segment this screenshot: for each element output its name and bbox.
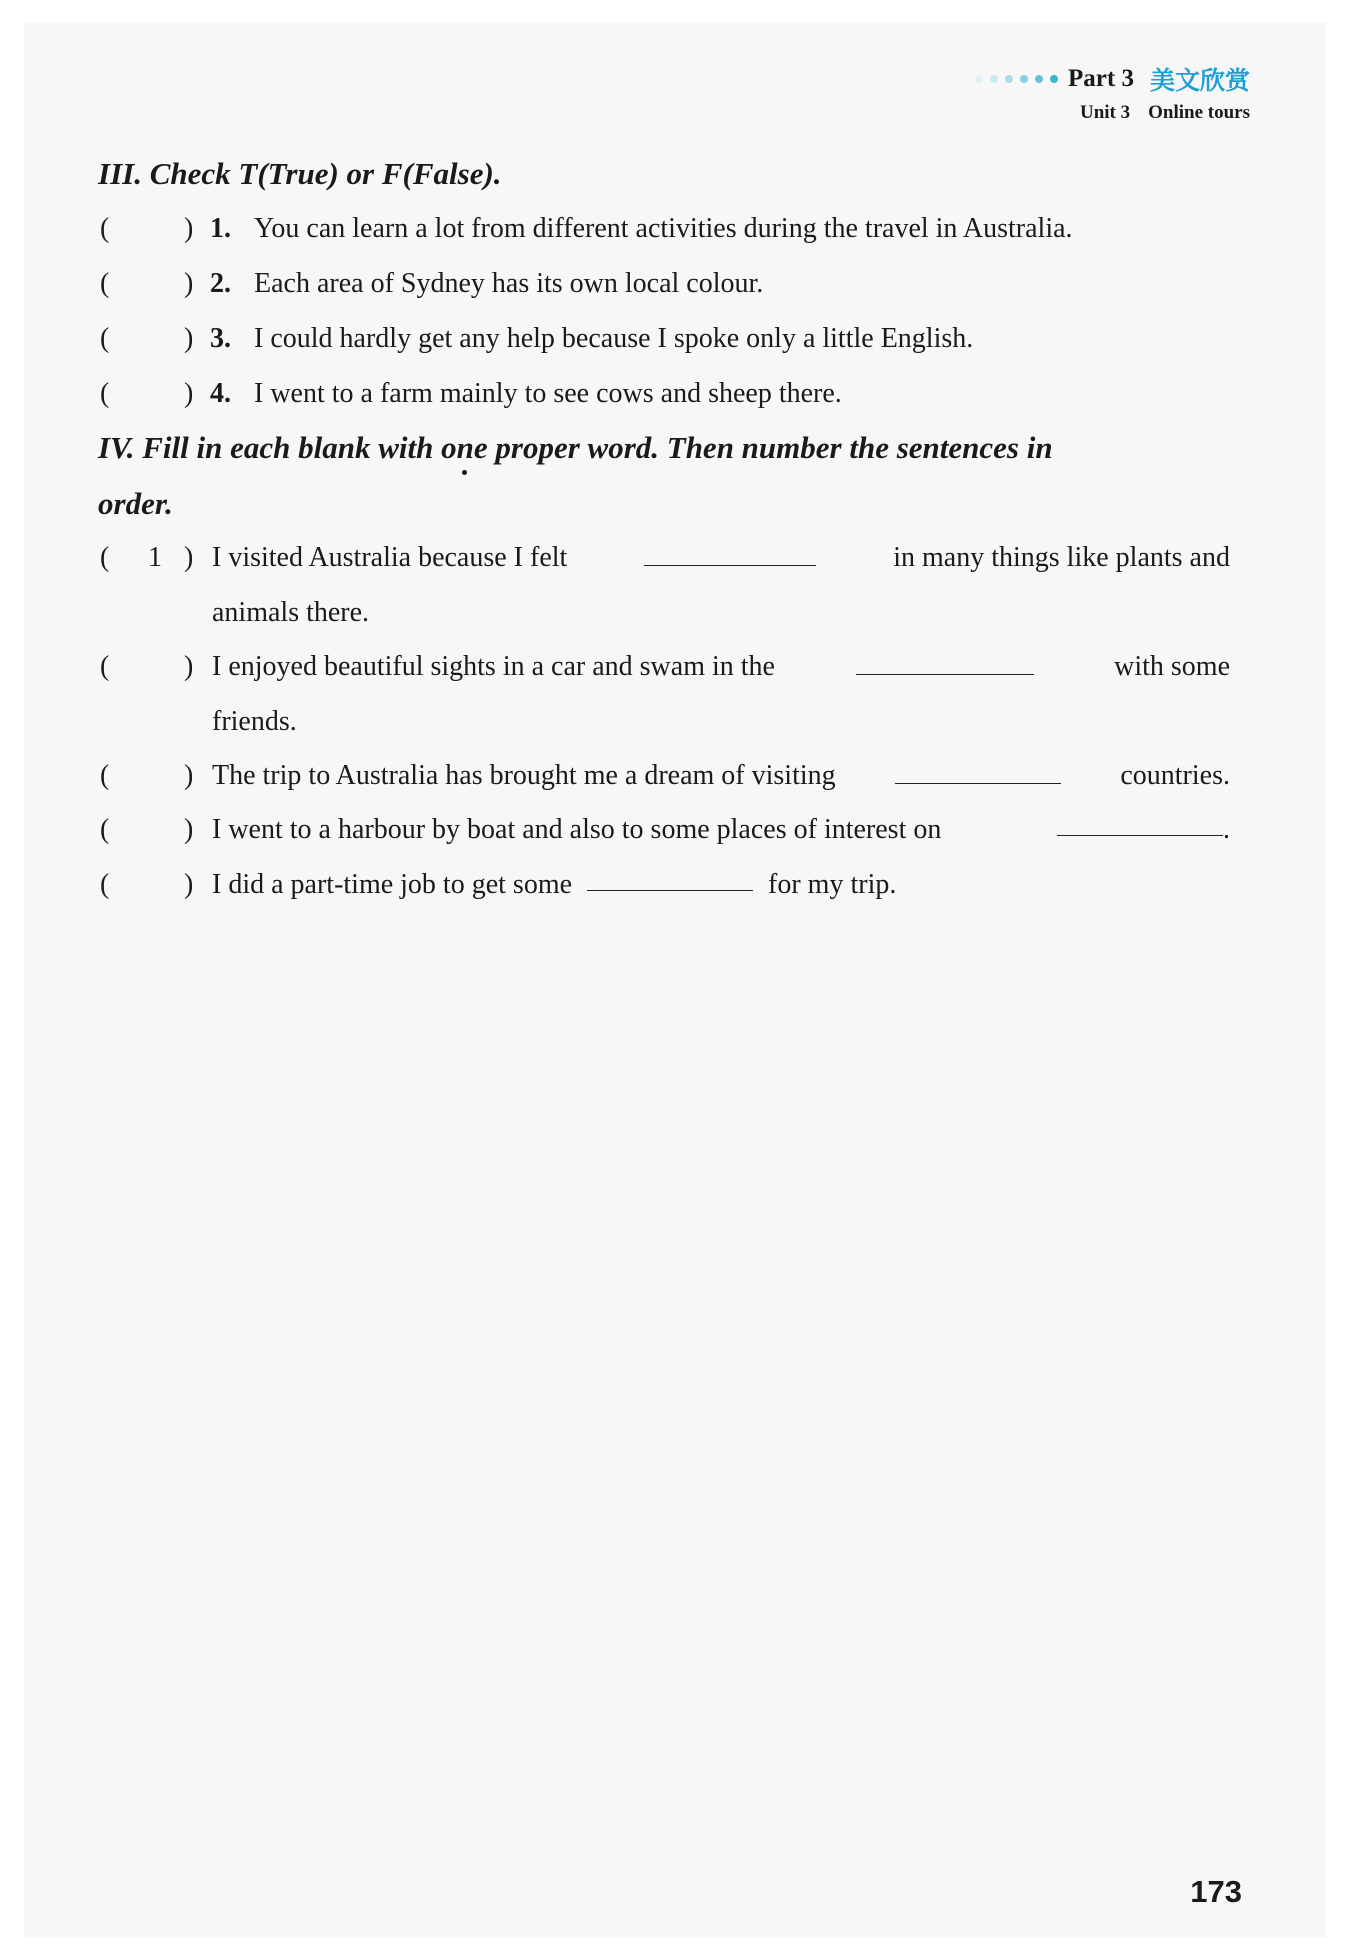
unit-title: Online tours bbox=[1148, 102, 1250, 123]
item-text: I could hardly get any help because I spoke only a little English. bbox=[254, 323, 974, 354]
sentence-text: I did a part-time job to get some bbox=[212, 869, 573, 900]
item-text: Each area of Sydney has its own local colour. bbox=[254, 268, 764, 299]
sentence-text: animals there. bbox=[212, 597, 370, 628]
answer-blank[interactable] bbox=[1057, 834, 1223, 836]
answer-blank[interactable] bbox=[895, 782, 1061, 784]
decorative-dots bbox=[975, 75, 1058, 83]
answer-blank[interactable] bbox=[856, 673, 1034, 675]
order-number-slot[interactable]: 1 bbox=[148, 542, 162, 573]
item-text: I went to a farm mainly to see cows and sheep there. bbox=[254, 378, 842, 409]
part-label: Part 3 bbox=[1068, 65, 1134, 92]
sentence-text: I went to a harbour by boat and also to some places of interest on bbox=[212, 814, 942, 845]
running-header bbox=[975, 62, 1250, 124]
item-text: You can learn a lot from different activities during the travel in Australia. bbox=[254, 213, 1073, 244]
sentence-text: I enjoyed beautiful sights in a car and swam in the bbox=[212, 651, 775, 682]
item-number: 4. bbox=[210, 378, 231, 409]
dot-icon bbox=[1020, 75, 1028, 83]
answer-blank[interactable] bbox=[644, 564, 816, 566]
item-number: 2. bbox=[210, 268, 231, 299]
emphasized-word: one bbox=[441, 430, 488, 465]
dot-icon bbox=[990, 75, 998, 83]
section-3-title: III. Check T(True) or F(False). bbox=[98, 156, 502, 191]
item-number: 1. bbox=[210, 213, 231, 244]
sentence-text: for my trip. bbox=[768, 869, 897, 900]
page-number: 173 bbox=[1190, 1874, 1242, 1909]
dot-icon bbox=[1050, 75, 1058, 83]
section-4-title-continued: order. bbox=[98, 486, 173, 521]
chinese-section-title: 美文欣赏 bbox=[1149, 66, 1250, 95]
dot-icon bbox=[1035, 75, 1043, 83]
sentence-text: I visited Australia because I felt bbox=[212, 542, 568, 573]
sentence-text: in many things like plants and bbox=[893, 542, 1230, 573]
sentence-text: countries. bbox=[1120, 760, 1230, 791]
dot-icon bbox=[975, 75, 983, 83]
item-number: 3. bbox=[210, 323, 231, 354]
unit-label: Unit 3 bbox=[1079, 102, 1131, 123]
sentence-text: . bbox=[1223, 814, 1230, 845]
sentence-text: with some bbox=[1114, 651, 1230, 682]
sentence-text: The trip to Australia has brought me a dream of visiting bbox=[212, 760, 836, 791]
sentence-text: friends. bbox=[212, 706, 297, 737]
section-4-title: IV. Fill in each blank with one proper word. Then number the sentences in bbox=[98, 430, 1053, 465]
answer-blank[interactable] bbox=[587, 889, 753, 891]
dot-icon bbox=[1005, 75, 1013, 83]
